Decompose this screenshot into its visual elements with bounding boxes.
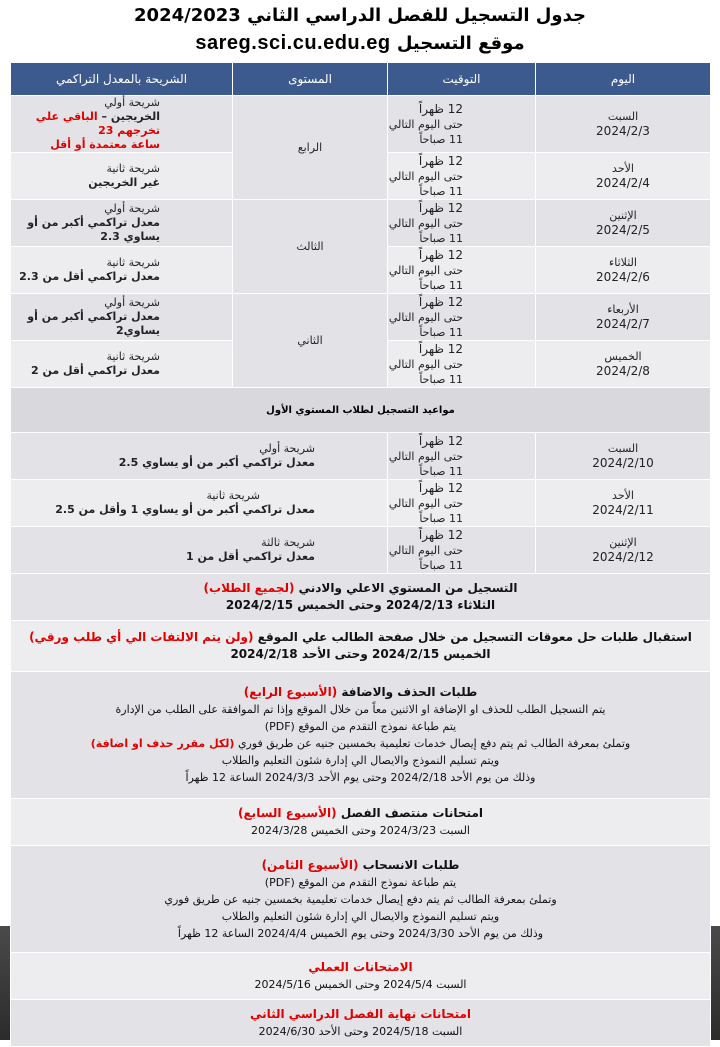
time-cell: 12 ظهراً حتى اليوم التالي 11 صباحاً bbox=[388, 341, 536, 388]
segment-cell: شريحة أولي معدل تراكمي أكبر من أو يساوي 2.5 bbox=[11, 433, 388, 480]
segment-cell: شريحة أولي معدل تراكمي أكبر من أو يساوي2 bbox=[11, 294, 233, 341]
day-cell: الثلاثاء 2024/2/6 bbox=[536, 247, 711, 294]
section-obstacles: استقبال طلبات حل معوقات التسجيل من خلال صفحة الطالب علي الموقع (ولن يتم الالتفات الي أي طلب ورقي) الخميس 2024/2/15 وحتى الأحد 2024/2/18 bbox=[11, 621, 711, 672]
segment-cell: شريحة ثانية معدل تراكمي أقل من 2.3 bbox=[11, 247, 233, 294]
section-midterm: امتحانات منتصف الفصل (الأسبوع السابع) السبت 2024/3/23 وحتى الخميس 2024/3/28 bbox=[11, 799, 711, 846]
level-cell: الثالث bbox=[233, 200, 388, 294]
section-row bbox=[11, 672, 711, 799]
col-level: المستوى bbox=[233, 63, 388, 96]
section-practical-exams: الامتحانات العملي السبت 2024/5/4 وحتى الخميس 2024/5/16 bbox=[11, 953, 711, 1000]
section-withdrawal: طلبات الانسحاب (الأسبوع الثامن) يتم طباعة نموذج التقدم من الموقع (PDF) وتملئ بمعرفة الطالب ثم يتم دفع إيصال خدمات تعليمية بخمسين جنيه عن طريق فوري ويتم تسليم النموذج والايصال الي إدارة شئون التعليم والطلاب وذلك من يوم الأحد 2024/3/30 وحتى يوم الخميس 2024/4/4 الساعة 12 ظهراً bbox=[11, 846, 711, 953]
table-row bbox=[11, 200, 711, 247]
day-cell: الأربعاء 2024/2/7 bbox=[536, 294, 711, 341]
time-cell: 12 ظهراً حتى اليوم التالي 11 صباحاً bbox=[388, 96, 536, 153]
section-row bbox=[11, 621, 711, 672]
day-cell: السبت 2024/2/10 bbox=[536, 433, 711, 480]
section-add-drop: طلبات الحذف والاضافة (الأسبوع الرابع) يتم التسجيل الطلب للحذف او الإضافة او الاثنين معاً من خلال الموقع وإذا تم الموافقة على الطلب من الإدارة يتم طباعة نموذج التقدم من الموقع (PDF) وتملئ بمعرفة الطالب ثم يتم دفع إيصال خدمات تعليمية بخمسين جنيه عن طريق فوري (لكل مقرر حذف او اضافة) ويتم تسليم النموذج والايصال الي إدارة شئون التعليم والطلاب وذلك من يوم الأحد 2024/2/18 وحتى يوم الأحد 2024/3/3 الساعة 12 ظهراً bbox=[11, 672, 711, 799]
day-cell: السبت 2024/2/3 bbox=[536, 96, 711, 153]
first-level-banner-row bbox=[11, 388, 711, 433]
section-row bbox=[11, 846, 711, 953]
table-row bbox=[11, 433, 711, 480]
segment-cell: شريحة ثانية معدل تراكمي أكبر من أو يساوي 1 وأقل من 2.5 bbox=[11, 480, 388, 527]
segment-cell: شريحة أولي الخريجين – الباقي علي تخرجهم 23 ساعة معتمدة أو أقل bbox=[11, 96, 233, 153]
section-row bbox=[11, 953, 711, 1000]
page-header bbox=[0, 0, 720, 62]
table-row bbox=[11, 294, 711, 341]
time-cell: 12 ظهراً حتى اليوم التالي 11 صباحاً bbox=[388, 527, 536, 574]
segment-cell: شريحة ثانية معدل تراكمي أقل من 2 bbox=[11, 341, 233, 388]
section-final-exams: امتحانات نهاية الفصل الدراسي الثاني السبت 2024/5/18 وحتى الأحد 2024/6/30 bbox=[11, 1000, 711, 1047]
section-all-students: التسجيل من المستوي الاعلي والادني (لجميع الطلاب) الثلاثاء 2024/2/13 وحتى الخميس 2024/2/15 bbox=[11, 574, 711, 621]
day-cell: الخميس 2024/2/8 bbox=[536, 341, 711, 388]
section-row bbox=[11, 799, 711, 846]
schedule-table bbox=[10, 62, 711, 1047]
time-cell: 12 ظهراً حتى اليوم التالي 11 صباحاً bbox=[388, 480, 536, 527]
segment-cell: شريحة ثانية غير الخريجين bbox=[11, 153, 233, 200]
level-cell: الثاني bbox=[233, 294, 388, 388]
col-time: التوقيت bbox=[388, 63, 536, 96]
day-cell: الإثنين 2024/2/12 bbox=[536, 527, 711, 574]
table-row bbox=[11, 480, 711, 527]
day-cell: الإثنين 2024/2/5 bbox=[536, 200, 711, 247]
section-row bbox=[11, 574, 711, 621]
time-cell: 12 ظهراً حتى اليوم التالي 11 صباحاً bbox=[388, 153, 536, 200]
page-title: جدول التسجيل للفصل الدراسي الثاني 2024/2023 bbox=[134, 5, 586, 26]
subtitle-label: موقع التسجيل bbox=[396, 33, 525, 54]
level-cell: الرابع bbox=[233, 96, 388, 200]
day-cell: الأحد 2024/2/11 bbox=[536, 480, 711, 527]
page-subtitle bbox=[0, 32, 720, 55]
table-row bbox=[11, 96, 711, 153]
time-cell: 12 ظهراً حتى اليوم التالي 11 صباحاً bbox=[388, 433, 536, 480]
section-row bbox=[11, 1000, 711, 1047]
time-cell: 12 ظهراً حتى اليوم التالي 11 صباحاً bbox=[388, 200, 536, 247]
segment-cell: شريحة أولي معدل تراكمي أكبر من أو يساوي 2.3 bbox=[11, 200, 233, 247]
time-cell: 12 ظهراً حتى اليوم التالي 11 صباحاً bbox=[388, 294, 536, 341]
col-segment: الشريحة بالمعدل التراكمي bbox=[11, 63, 233, 96]
segment-cell: شريحة ثالثة معدل تراكمي أقل من 1 bbox=[11, 527, 388, 574]
time-cell: 12 ظهراً حتى اليوم التالي 11 صباحاً bbox=[388, 247, 536, 294]
first-level-banner: مواعيد التسجيل لطلاب المستوي الأول bbox=[11, 388, 711, 433]
day-cell: الأحد 2024/2/4 bbox=[536, 153, 711, 200]
site-url: sareg.sci.cu.edu.eg bbox=[195, 32, 391, 54]
table-row bbox=[11, 527, 711, 574]
col-day: اليوم bbox=[536, 63, 711, 96]
table-header-row bbox=[11, 63, 711, 96]
